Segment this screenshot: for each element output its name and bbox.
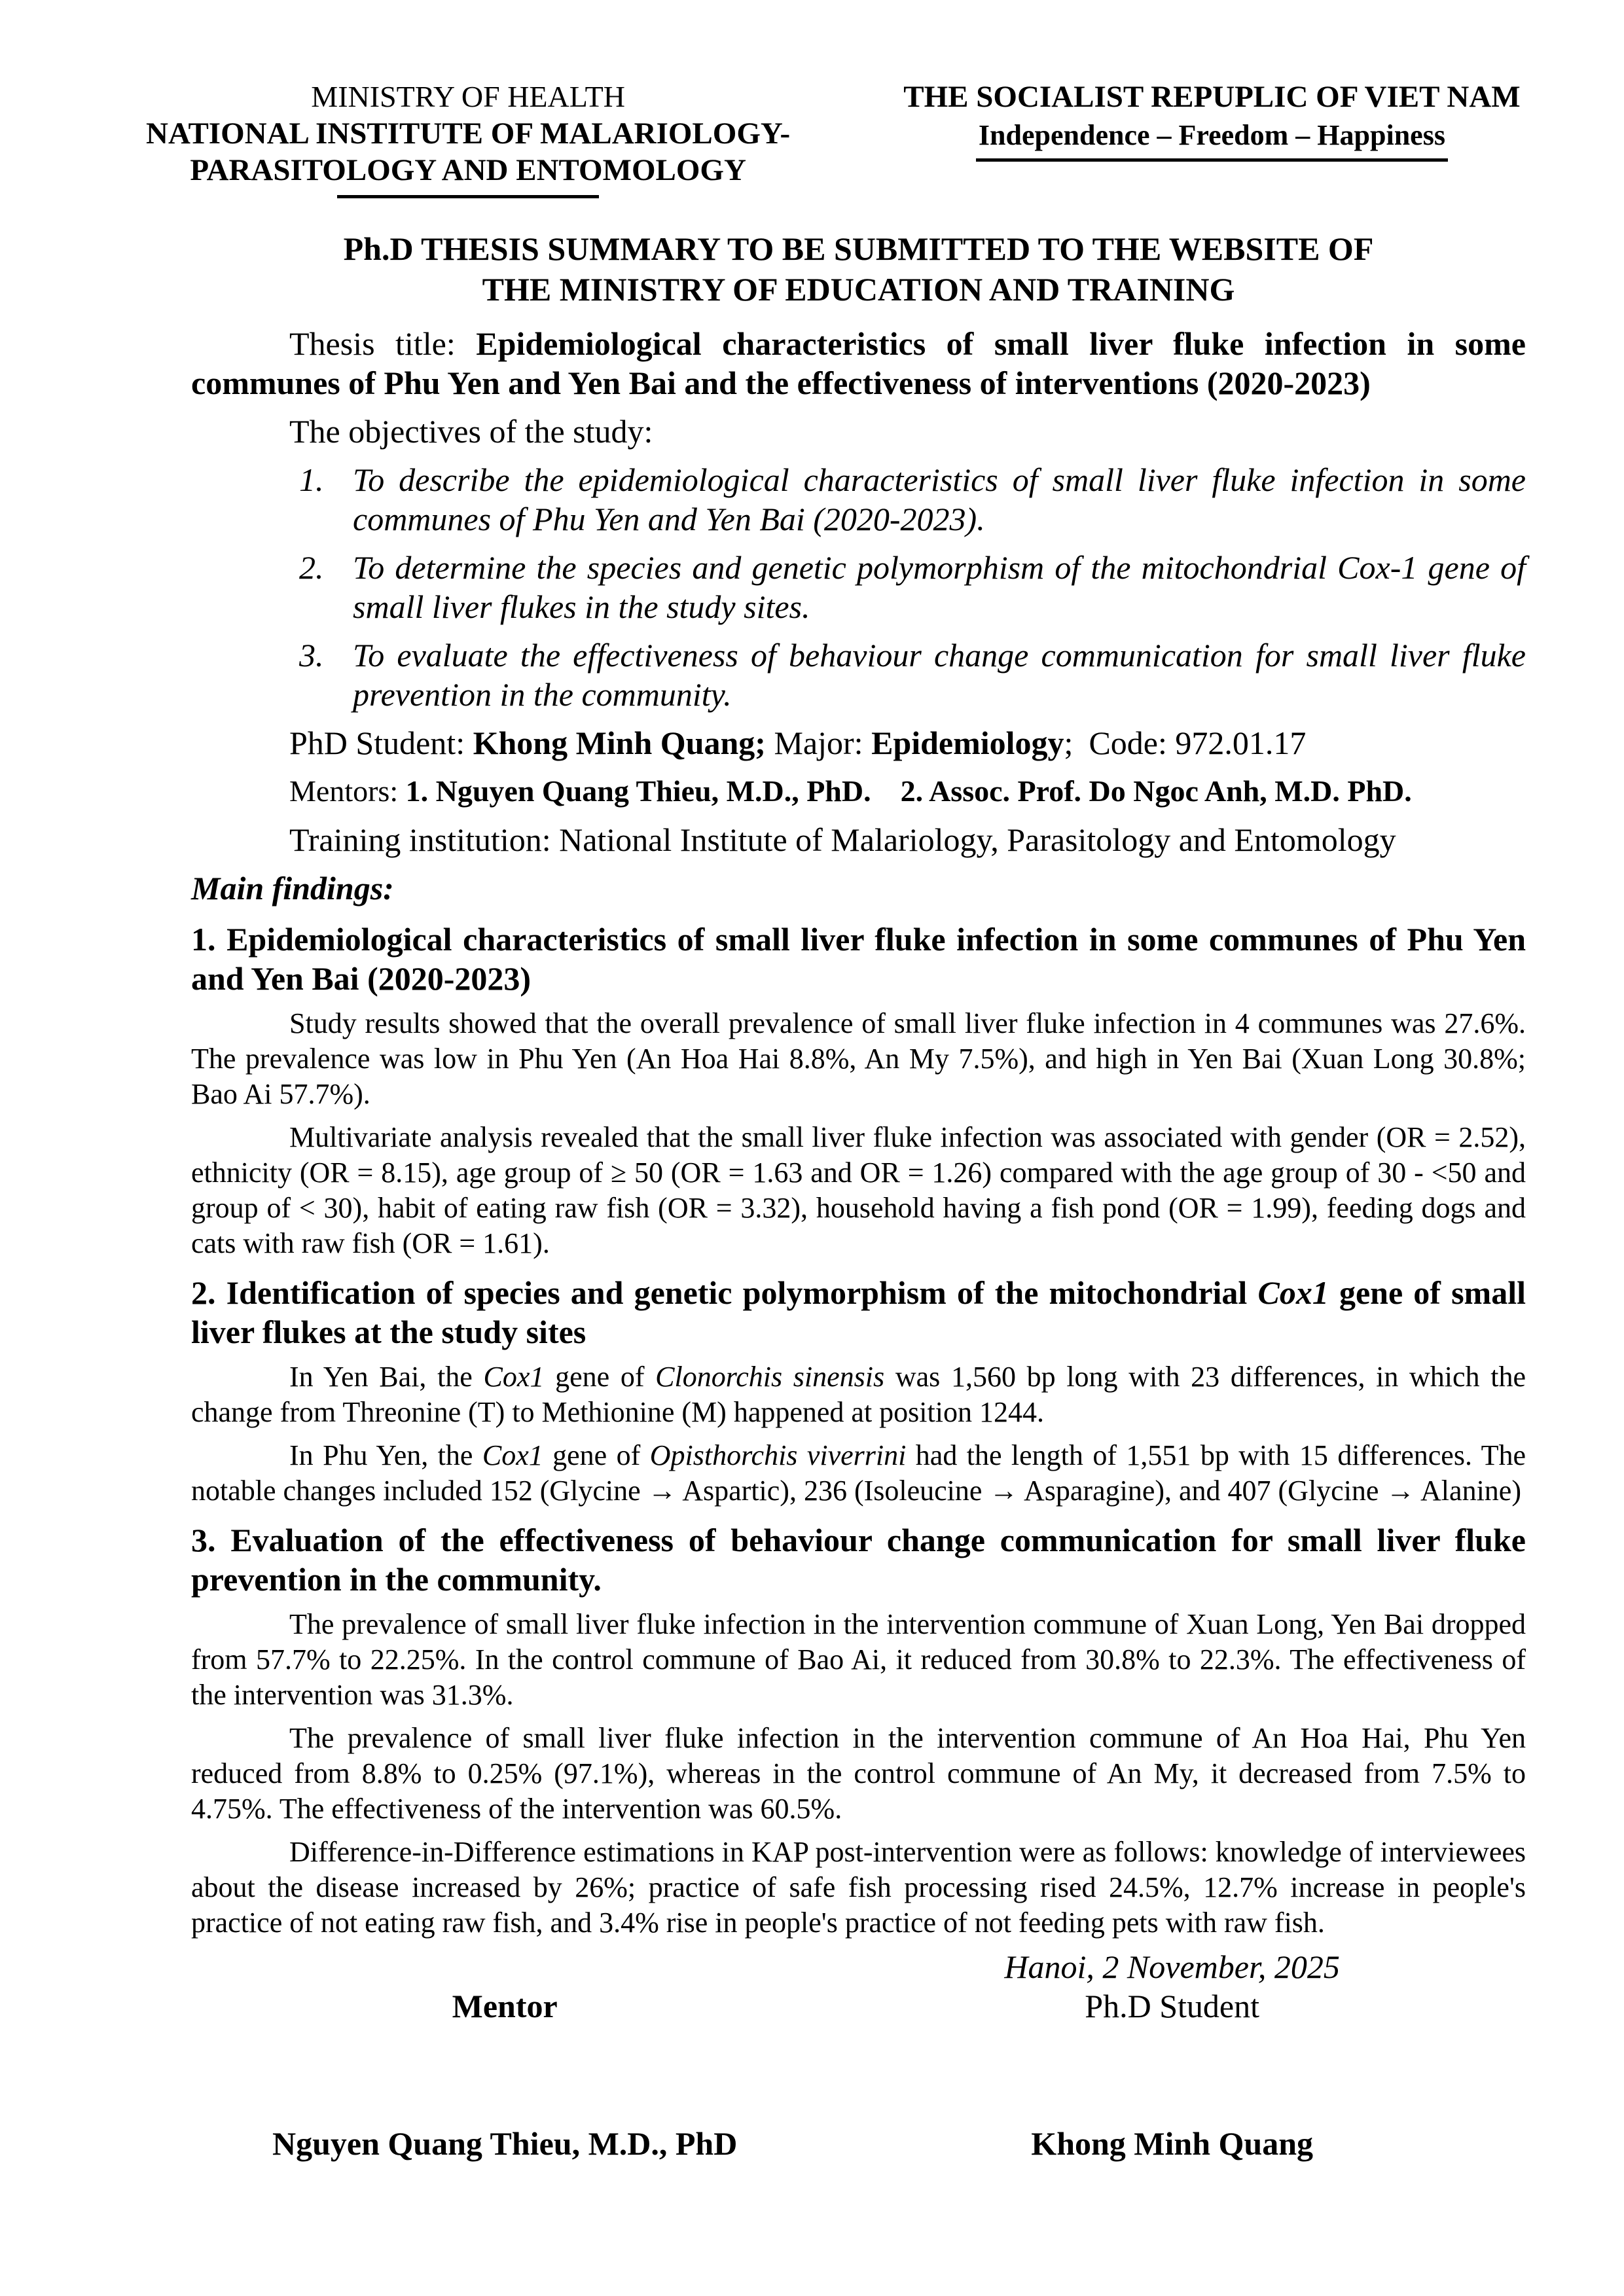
national-title: THE SOCIALIST REPUPLIC OF VIET NAM: [903, 80, 1521, 114]
major-semicolon: ;: [1064, 725, 1074, 761]
mentor-1-name: 1. Nguyen Quang Thieu, M.D., PhD.: [405, 774, 871, 808]
species-name: Opisthorchis viverrini: [649, 1439, 907, 1471]
mentors-line: [191, 772, 1526, 811]
thesis-title-text: Epidemiological characteristics of small liver fluke infection in some communes of Phu Yen and Yen Bai and the effectiveness of interventions (2020-2023): [191, 325, 1526, 401]
institute-name-line2: PARASITOLOGY AND ENTOMOLOGY: [190, 153, 746, 187]
thesis-title-label: Thesis title:: [289, 325, 477, 362]
header-left-rule: [337, 195, 599, 198]
objectives-list: [191, 460, 1526, 714]
national-motto: Independence – Freedom – Happiness: [976, 118, 1448, 162]
paragraph-text: had the length of 1,551 bp with 15 differences. The notable changes included 152 (Glycine → Aspartic), 236 (Isoleucine → Asparagine), and 407 (Glycine → Alanine): [191, 1439, 1526, 1507]
document-title-line1: Ph.D THESIS SUMMARY TO BE SUBMITTED TO THE WEBSITE OF: [343, 230, 1374, 267]
signoff-empty-cell: [191, 1947, 818, 1986]
major-value: Epidemiology: [871, 725, 1064, 761]
mentors-label: Mentors:: [289, 774, 406, 808]
mentor-role-label: Mentor: [452, 1988, 558, 2024]
objective-text: To determine the species and genetic polymorphism of the mitochondrial Cox-1 gene of small liver flukes in the study sites.: [353, 549, 1526, 625]
header-national-block: [875, 79, 1549, 198]
section3-heading: 3. Evaluation of the effectiveness of behaviour change communication for small liver fluke prevention in the community.: [191, 1522, 1526, 1598]
objectives-heading: The objectives of the study:: [289, 413, 653, 450]
gene-name: Cox1: [483, 1361, 545, 1393]
document-title: [191, 228, 1526, 310]
section2-heading-gene: Cox1: [1257, 1274, 1329, 1311]
section2-paragraph-2: [191, 1438, 1526, 1509]
main-findings-heading: Main findings:: [191, 870, 394, 906]
section3-paragraph-1: The prevalence of small liver fluke infection in the intervention commune of Xuan Long, Yen Bai dropped from 57.7% to 22.25%. In the control commune of Bao Ai, it reduced from 30.8% to 22.3%. The effectiveness of the intervention was 31.3%.: [191, 1608, 1526, 1711]
document-header: [145, 79, 1549, 198]
section3-paragraph-3: Difference-in-Difference estimations in KAP post-intervention were as follows: knowledge of interviewees about the disease increased by 26%; practice of safe fish processing rised 24.5%, 12.7% increase in people's practice of not eating raw fish, and 3.4% rise in people's practice of not feeding pets with raw fish.: [191, 1836, 1526, 1939]
objective-number: 1.: [299, 461, 324, 498]
objective-text: To describe the epidemiological characteristics of small liver fluke infection in some communes of Phu Yen and Yen Bai (2020-2023).: [353, 461, 1526, 537]
species-name: Clonorchis sinensis: [655, 1361, 885, 1393]
paragraph-text: gene of: [543, 1439, 650, 1471]
section3-paragraph-2: The prevalence of small liver fluke infection in the intervention commune of An Hoa Hai, Phu Yen reduced from 8.8% to 0.25% (97.1%), whereas in the control commune of An My, it decreased from 7.5% to 4.75%. The effectiveness of the intervention was 60.5%.: [191, 1722, 1526, 1825]
section2-heading-text: 2. Identification of species and genetic polymorphism of the mitochondrial: [191, 1274, 1258, 1311]
paragraph-text: gene of: [544, 1361, 656, 1393]
section2-heading: [191, 1273, 1526, 1352]
student-role-label: Ph.D Student: [1085, 1988, 1259, 2024]
signoff-block: [191, 1947, 1526, 2163]
objective-number: 3.: [299, 637, 324, 673]
training-institution-line: Training institution: National Institute of Malariology, Parasitology and Entomology: [289, 821, 1396, 858]
major-label: Major:: [765, 725, 872, 761]
thesis-title-line: [191, 324, 1526, 403]
section1-paragraph-2: Multivariate analysis revealed that the small liver fluke infection was associated with gender (OR = 2.52), ethnicity (OR = 8.15), age group of ≥ 50 (OR = 1.63 and OR = 1.26) compared with the age group of 30 - <50 and group of < 30), habit of eating raw fish (OR = 3.32), household having a fish pond (OR = 1.99), feeding dogs and cats with raw fish (OR = 1.61).: [191, 1121, 1526, 1259]
section1-paragraph-1: Study results showed that the overall prevalence of small liver fluke infection in 4 communes was 27.6%. The prevalence was low in Phu Yen (An Hoa Hai 8.8%, An My 7.5%), and high in Yen Bai (Xuan Long 30.8%; Bao Ai 57.7%).: [191, 1007, 1526, 1110]
place-date: Hanoi, 2 November, 2025: [1004, 1948, 1340, 1985]
mentor-signature-name: Nguyen Quang Thieu, M.D., PhD: [272, 2125, 738, 2162]
section2-heading-text-end: gene of small liver flukes at the study sites: [191, 1274, 1526, 1350]
phd-student-label: PhD Student:: [289, 725, 473, 761]
objective-number: 2.: [299, 549, 324, 586]
phd-student-line: [191, 723, 1526, 762]
gene-name: Cox1: [482, 1439, 543, 1471]
phd-student-name: Khong Minh Quang;: [473, 725, 766, 761]
mentor-2-name: 2. Assoc. Prof. Do Ngoc Anh, M.D. PhD.: [900, 774, 1412, 808]
student-signature-name: Khong Minh Quang: [1031, 2125, 1314, 2162]
paragraph-text: In Yen Bai, the: [289, 1361, 484, 1393]
student-code: Code: 972.01.17: [1089, 725, 1307, 761]
objective-item: [299, 548, 1526, 626]
paragraph-text: was 1,560 bp long with 23 differences, in which the change from Threonine (T) to Methionine (M) happened at position 1244.: [191, 1361, 1526, 1428]
objective-item: [299, 460, 1526, 539]
institute-name-line1: NATIONAL INSTITUTE OF MALARIOLOGY-: [146, 117, 791, 151]
objective-item: [299, 636, 1526, 714]
document-title-line2: THE MINISTRY OF EDUCATION AND TRAINING: [482, 271, 1235, 308]
paragraph-text: In Phu Yen, the: [289, 1439, 482, 1471]
section1-heading: 1. Epidemiological characteristics of small liver fluke infection in some communes of Phu Yen and Yen Bai (2020-2023): [191, 921, 1526, 997]
section2-paragraph-1: [191, 1359, 1526, 1430]
objective-text: To evaluate the effectiveness of behaviour change communication for small liver fluke prevention in the community.: [353, 637, 1526, 713]
ministry-name: MINISTRY OF HEALTH: [311, 80, 625, 113]
header-org-block: [145, 79, 791, 198]
